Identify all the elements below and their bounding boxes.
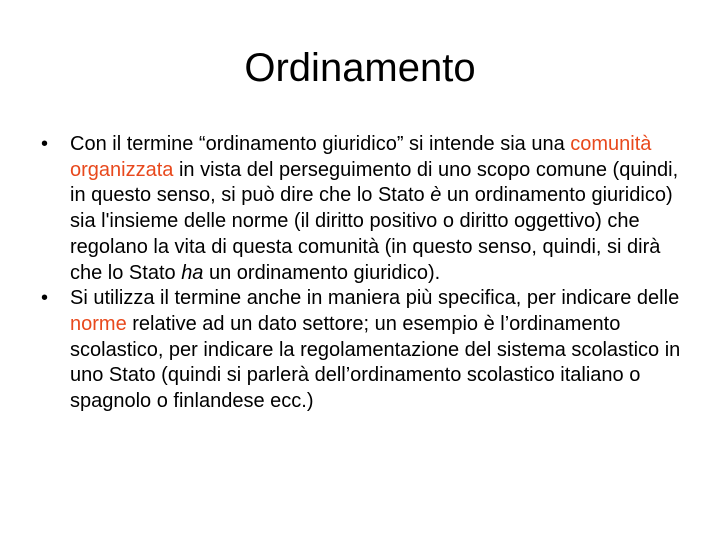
slide-title: Ordinamento <box>244 46 476 90</box>
bullet-item-specific-usage <box>36 286 696 415</box>
bullet-text: Con il termine “ordinamento giuridico” si intende sia una <box>70 133 571 155</box>
bullet-marker: • <box>41 133 49 155</box>
bullet-list <box>36 132 696 415</box>
bullet-text: un ordinamento giuridico) sia l'insieme delle norme (il diritto positivo o diritto oggettivo) che regolano la vita di questa comunità (in questo senso, quindi, si dirà che lo Stato <box>70 184 673 284</box>
italic-term: ha <box>181 261 204 284</box>
bullet-marker: • <box>41 287 49 310</box>
bullet-text: relative ad un dato settore; un esempio è l’ordinamento scolastico, per indicare la regolamentazione del sistema scolastico in uno Stato (quindi si parlerà dell’ordinamento scolastico italiano o spagnolo o finlandese ecc.) <box>70 312 681 413</box>
bullet-text: in vista del perseguimento di uno scopo comune (quindi, in questo senso, si può dire che lo Stato <box>70 158 679 207</box>
highlighted-term: comunità organizzata <box>70 133 652 181</box>
bullet-item-ordinamento-definition <box>36 132 696 286</box>
bullet-text: un ordinamento giuridico). <box>203 261 441 284</box>
highlighted-term: norme <box>70 312 127 335</box>
italic-term: è <box>430 184 442 207</box>
bullet-text: Si utilizza il termine anche in maniera più specifica, per indicare delle <box>70 287 680 310</box>
